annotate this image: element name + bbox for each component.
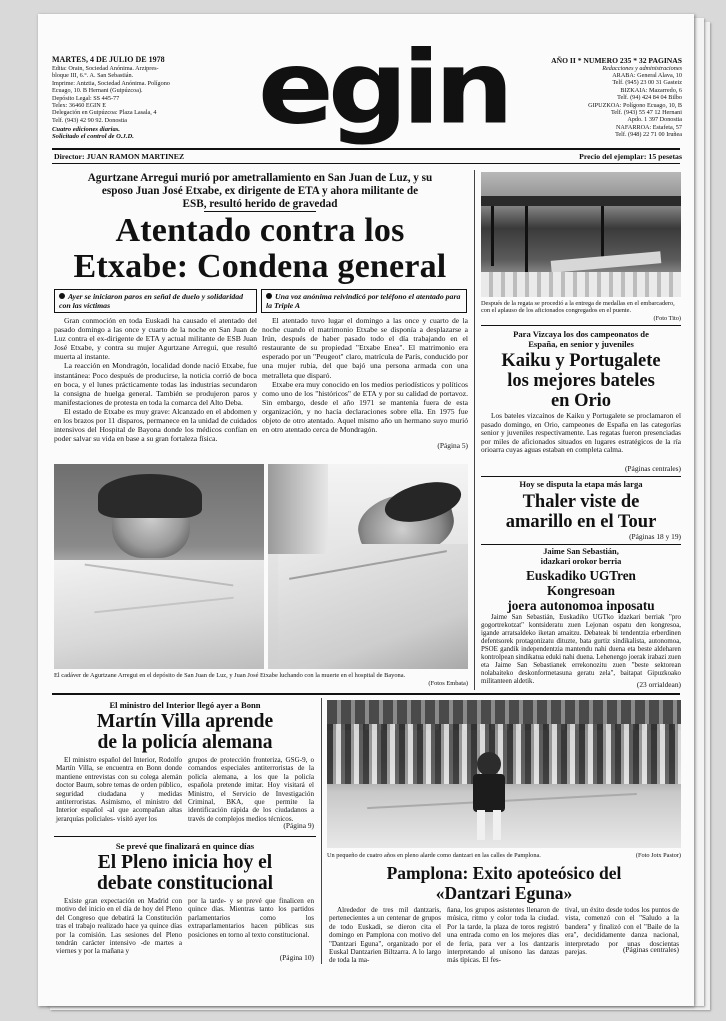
tour-page-ref: (Páginas 18 y 19) [629,532,681,541]
villa-kicker: El ministro del Interior llegó ayer a Bonn [109,700,261,710]
lead-deck: Agurtzane Arregui murió por ametrallamiento en San Juan de Luz, y su esposo Juan José Etxabe, ex dirigente de ETA y ahora militante de ESB, resultó herido de gravedad [87,172,433,210]
newspaper-front-page [38,14,694,1006]
pleno-page-ref: (Página 10) [279,953,314,962]
photo-dantzari-child [327,700,681,848]
regatta-rule [481,325,681,326]
pleno-headline: El Pleno inicia hoy el debate constitucional [96,852,274,894]
regatta-headline: Kaiku y Portugalete los mejores bateles en Orio [501,351,661,411]
basque-rule [481,544,681,545]
offices-title: Redacciones y administraciones [602,65,682,72]
issue-date: MARTES, 4 DE JULIO DE 1978 [52,55,165,64]
director-rule [52,163,680,164]
photo-agurtzane-arregui [54,464,264,669]
pamplona-column-3: tival, un éxito desde todos los puntos de vista, comenzó con el "Saludo a la bandera" y finalizó con el "Baile de la era", decididamente danza nacional, interpretado por unas doscientas parejas. [565,906,679,957]
lead-left-column: Gran conmoción en toda Euskadi ha causado el atentado del pasado domingo a las once y cuarto de la noche en San Juan de Luz contra el ex-dirigente de ETA y actual militante de ESB Juan José Etxabe, y contra su mujer Agurtzane Arregui, que resultó muerta al instante. La reacción en Mondragón, localidad donde nació Etxabe, fue instantánea: Poco después de producirse, la noticia corrió de boca en boca, y el lunes prácticamente todas las industrias secundaron la consigna de huelga general. También se produjeron paros y manifestaciones de protesta en toda la comarca del Alto Deba. El estado de Etxabe es muy grave: Alcanzado en el abdomen y en los brazos por 11 disparos, permanece en la unidad de cuidados intensivos del Hospital de Bayona donde los médicos confían en poder salvar su vida en base a su gran fortaleza física. [54,316,257,444]
lead-page-ref: (Página 5) [437,441,468,450]
lead-kicker-right: Una voz anónima reivindicó por teléfono el atentado para la Triple A [261,289,467,313]
pleno-column-1: Existe gran expectación en Madrid con motivo del inicio en el día de hoy del Pleno del Congreso que debatirá la Constitución tras el trabajo realizado hace ya quince días por la comisión. Las sesiones del Pleno tendrán carácter intensivo -de martes a viernes y por la mañana y [56,897,182,956]
basque-kicker: Jaime San Sebastián, idazkari orokor berria [540,547,622,566]
regatta-caption: Después de la regata se procedió a la entrega de medallas en el embarcadero, con el aplauso de los aficionados congregados en el puente. (Foto Tito) [481,300,681,322]
pleno-kicker: Se prevé que finalizará en quince días [115,841,255,851]
pleno-rule [54,836,316,837]
basque-headline: Euskadiko UGTren Kongresoan joera autonomoa inposatu [507,568,655,613]
pleno-column-2: por la tarde- y se prevé que finalicen en quince días. Mientras tanto los partidos parlamentarios como los extraparlamentarios hacen públicas sus posiciones en torno al texto constitucional. [188,897,314,939]
bottom-column-separator [321,698,322,964]
editions-note: Cuatro ediciones diarias. Solicitado el control de O.J.D. [52,126,134,141]
lead-kicker-left: Ayer se iniciaron paros en señal de duelo y solidaridad con las víctimas [54,289,257,313]
basque-body: Jaime San Sebastián, Euskadiko UGTko idazkari berriak "pro gogortrekotzat" kontsideratu zuen Lejonan ospatu den kongresoa, igande arratsaldeko iketan amaitzu. Debateak bi tendentzia erberdinen defentsorek protagonizatu dituzte, bata gurtiz sindikalista, autonomoa, PSOE gandik independentzia mantendu nahi duena eta beste aldeharen kontrolpean sindikatua eduki nahi duena. Lehenengo joerak irabazi zuen eta Jaime San Sebastianek errekonozitu zuen "beste sektorean nolabaiteko deskonformetasuna geratu zela", baitapat Gipuzkoako militanteen aldetik. [481,614,681,685]
tour-kicker: Hoy se disputa la etapa más larga [519,479,643,489]
tour-rule [481,476,681,477]
photo-regatta-pier [481,172,681,297]
pamplona-column-1: Alrededor de tres mil dantzaris, pertenecientes a un centenar de grupos de todo Euskadi, se dieron cita el domingo en Pamplona con motivo del "Dantzari Eguna", organizado por el Euskal Dantzarien Biltzarra. A lo largo de toda la ma- [329,906,441,965]
price-line: Precio del ejemplar: 15 pesetas [579,152,682,161]
masthead-rule [52,148,680,150]
lead-right-column: El atentado tuvo lugar el domingo a las once y cuarto de la noche cuando el matrimonio Etxabe se disponía a desplazarse a Irún, después de haber pasado todo el día trabajando en el restaurante de su propiedad "Etxabe Enea". El matrimonio era esperado por un "Peugeot" claro, matrícula de París, conducido por una mujer rubia, del que bajó una persona armada con una metralleta que disparó. Etxabe era muy conocido en los medios periodísticos y políticos como uno de los "históricos" de ETA y por su calidad de portavoz. Sin embargo, desde el año 1971 se mantenía fuera de esta organización, y no hacía declaraciones sobre ella. En 1975 fue objeto de otro atentado. Aquel mismo año un hermano suyo murió en otro atentado cerca de Mondragón. [262,316,468,435]
villa-column-2: grupos de protección fronteriza, GSG-9, o comandos especiales antiterroristas de la policía alemana, a los que la policía española pretende imitar. Hoy visitará el Ministro, el Servicio de Investigación Criminal, BKA, que permite la identificación rápida de los ciudadanos a través de complejos medios técnicos. [188,756,314,823]
dantzari-caption: Un pequeño de cuatro años en pleno alarde como dantzari en las calles de Pamplona. (Foto Jotx Pastor) [327,852,681,859]
regatta-page-ref: (Páginas centrales) [624,464,681,473]
basque-page-ref: (23 orrialdean) [636,680,681,689]
bottom-section-rule [52,693,680,695]
photo-juan-jose-etxabe [268,464,468,669]
publisher-info: Edita: Orain, Sociedad Anónima. Arzipres- bloque III, 6.°. A. San Sebastián. Imprime: Antztia, Sociedad Anónima. Polígono Ecuago, 10. B Hernani (Guipúzcoa). Depósito Legal: SS 445-77 Telex: 36460 EGIN E Delegación en Guipúzcoa: Plaza Lasala, 4 Telf. (943) 42 90 92. Donostia [52,65,170,124]
regatta-body: Los bateles vizcaínos de Kaiku y Portugalete se proclamaron el pasado domingo, en Orio, campeones de España en las categorías senior y juveniles respectivamente. Las regatas fueron presenciadas por miles de aficionados situados en lugares estratégicos de la ría orioarra cuyas aguas estaban en completa calma. [481,411,681,455]
pamplona-page-ref: (Páginas centrales) [622,945,679,954]
issue-number: AÑO II * NUMERO 235 * 32 PAGINAS [551,56,682,65]
lead-photo-caption: El cadáver de Agurtzane Arregui en el depósito de San Juan de Luz, y Juan José Etxabe luchando con la muerte en el hospital de Bayona. (Fotos Embata) [54,672,468,687]
pamplona-column-2: ñana, los grupos asistentes llenaron de música, ritmo y color toda la ciudad. Por la tarde, la plaza de toros registró una entrada como en los mejores días de feria, para ver a los dantzaris interpretando al unísono las danzas más típicas. El fes- [447,906,559,965]
offices-list: ARABA: General Alava, 10 Telf. (945) 23 00 31 Gasteiz BIZKAIA: Mazarredo, 6 Telf. (94) 424 84 04 Bilbo GIPUZKOA: Polígono Ecuago, 10, B Telf. (943) 55 47 12 Hernani Apdo. 1 397 Donostia NAFARROA: Estafeta, 57 Telf. (948) 22 71 00 Iruñea [588,72,682,139]
right-column-separator [474,170,475,690]
lead-headline: Atentado contra los Etxabe: Condena general [73,212,447,285]
pamplona-headline: Pamplona: Exito apoteósico del «Dantzari Eguna» [386,863,622,903]
villa-page-ref: (Página 9) [283,821,314,830]
egin-logo: egin [257,29,509,147]
regatta-kicker: Para Vizcaya los dos campeonatos de España, en senior y juveniles [513,329,649,349]
villa-column-1: El ministro español del Interior, Rodolfo Martín Villa, se encuentra en Bonn donde mantiene entrevistas con su colega alemán doctor Baum, sobre temas de orden público, seguridad ciudadana y medidas antiterroristas. Asimismo, el ministro del Interior español -al que acompañan altas jerarquías policiales- visitó ayer los [56,756,182,823]
tour-headline: Thaler viste de amarillo en el Tour [505,492,657,532]
villa-headline: Martín Villa aprende de la policía alemana [96,711,274,753]
director-line: Director: JUAN RAMON MARTINEZ [54,152,185,161]
